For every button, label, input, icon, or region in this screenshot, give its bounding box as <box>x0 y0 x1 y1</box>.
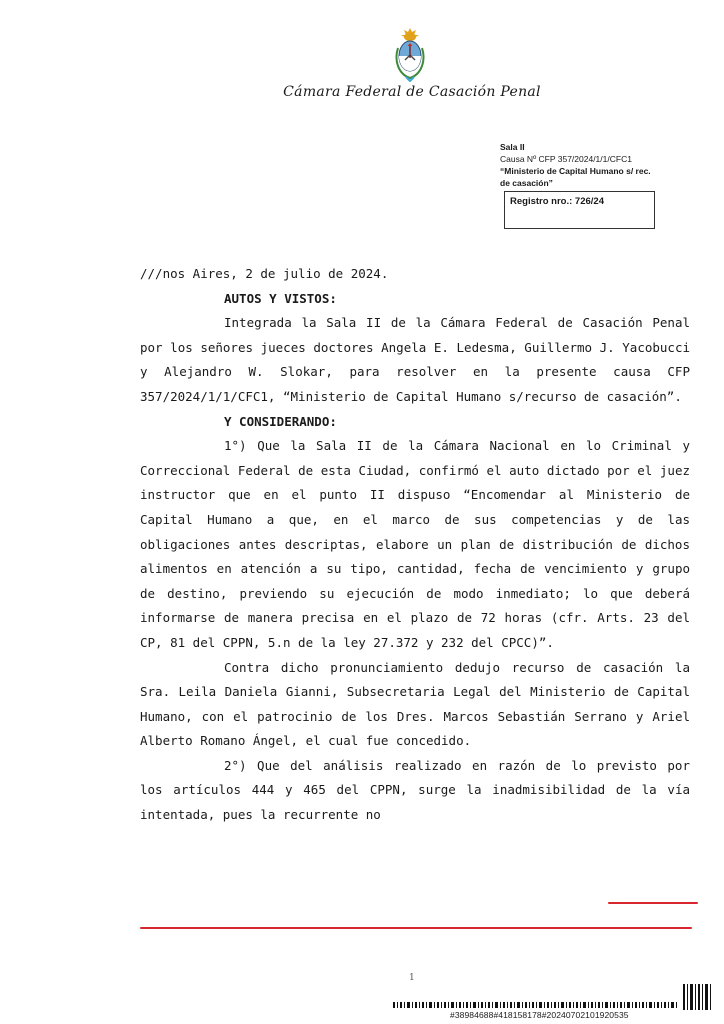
paragraph-contra: Contra dicho pronunciamiento dedujo recurso de casación la Sra. Leila Daniela Gianni, Subsecretaria Legal del Ministerio de Capital Humano, con el patrocinio de los Dres. Marcos Sebastián Serrano y Ariel Alberto Romano Ángel, el cual fue concedido. <box>140 659 690 749</box>
causa-number: Causa Nº CFP 357/2024/1/1/CFC1 <box>500 154 632 164</box>
paragraph-integrada: Integrada la Sala II de la Cámara Federal de Casación Penal por los señores jueces doctores Angela E. Ledesma, Guillermo J. Yacobucci y Alejandro W. Slokar, para resolver en la presente causa CFP 357/2024/1/1/CFC1, “Ministerio de Capital Humano s/recurso de casación”. <box>140 315 690 404</box>
paragraph-considerando-1: 1°) Que la Sala II de la Cámara Nacional en lo Criminal y Correccional Federal de esta Ciudad, confirmó el auto dictado por el juez instructor que en el punto II dispuso “Encomendar al Ministerio de Capital Humano a que, en el marco de sus competencias y de las obligaciones antes descriptas, elabore un plan de distribución de dichos alimentos en atención a su tipo, cantidad, fecha de vencimiento y grupo de destino, previendo su ejecución de modo inmediato; lo que deberá informarse de manera precisa en el plazo de 72 horas (cfr. Arts. 23 del CP, 81 del CPPN, 5.n de la ley 27.372 y 232 del CPCC)”. <box>140 438 690 650</box>
paragraph-considerando-2: 2°) Que del análisis realizado en razón de lo previsto por los artículos 444 y 465 del CPPN, surge la inadmisibilidad de la vía intentada, pues la recurrente no <box>140 757 690 823</box>
red-underline-2 <box>140 927 692 929</box>
page-number: 1 <box>409 973 415 983</box>
heading-autos-y-vistos: AUTOS Y VISTOS: <box>224 290 337 306</box>
date-line: ///nos Aires, 2 de julio de 2024. <box>140 266 389 281</box>
barcode-icon <box>393 982 711 1012</box>
caratula-line-2: de casación” <box>500 178 553 188</box>
barcode-text: #38984688#418158178#20240702101920535 <box>450 1010 629 1020</box>
caratula-line-1: “Ministerio de Capital Humano s/ rec. <box>500 166 651 176</box>
coat-of-arms-icon <box>392 26 428 82</box>
sala-label: Sala II <box>500 142 525 152</box>
court-name: Cámara Federal de Casación Penal <box>283 84 541 100</box>
document-body <box>140 262 690 828</box>
red-underline-1 <box>608 902 698 904</box>
heading-y-considerando: Y CONSIDERANDO: <box>224 413 337 429</box>
registro-box: Registro nro.: 726/24 <box>504 191 655 229</box>
case-header <box>500 141 710 189</box>
